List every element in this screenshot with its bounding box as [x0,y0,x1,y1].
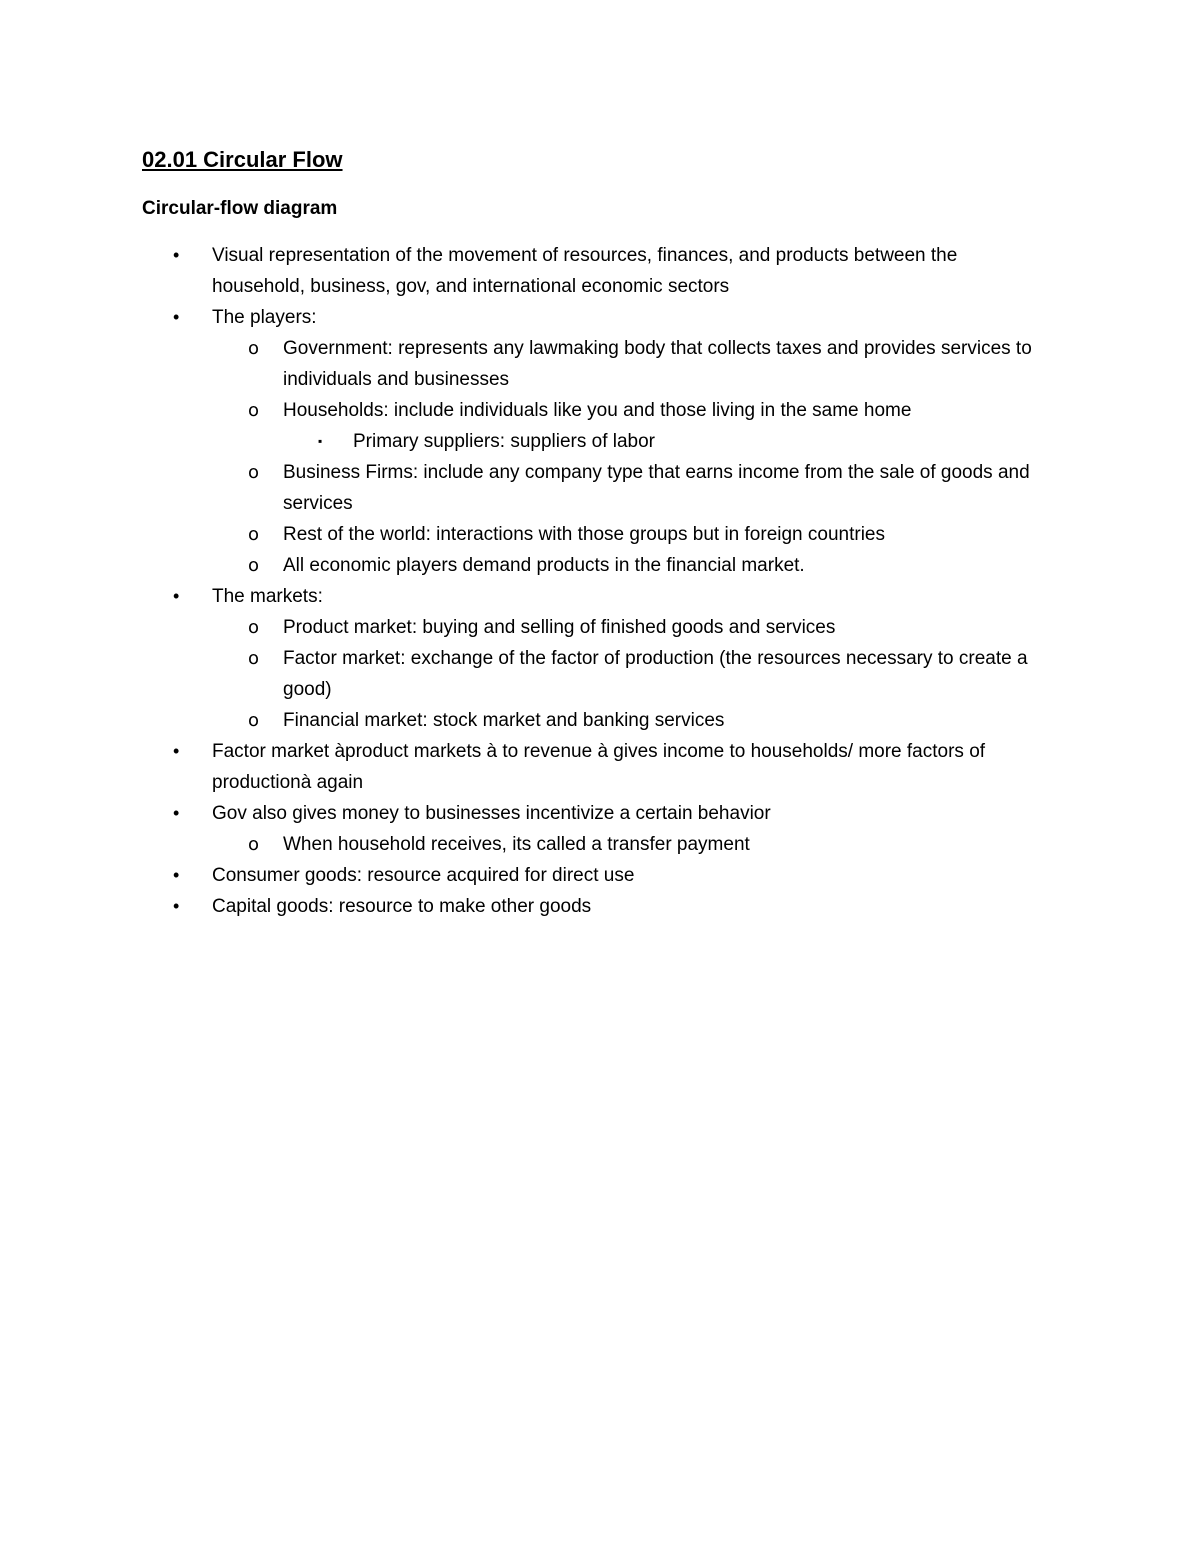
bullet-marker: • [173,865,180,885]
list-item-text: Consumer goods: resource acquired for direct use [212,865,635,886]
list-item [0,519,1200,550]
sub-bullet-marker: o [248,338,260,359]
list-item-text: Gov also gives money to businesses incentivize a certain behavior [212,803,771,824]
sub-bullet-marker: o [248,400,260,421]
section-heading: Circular-flow diagram [142,198,338,219]
bullet-marker: • [173,741,180,761]
list-item [0,612,1200,643]
list-item-text: Households: include individuals like you and those living in the same home [283,400,912,421]
list-item [0,426,1200,457]
list-item-text: The players: [212,307,317,328]
list-item [0,798,1200,829]
list-item-text: Visual representation of the movement of resources, finances, and products between the household, business, gov, and international economic sectors [212,245,958,297]
page-title: 02.01 Circular Flow [142,147,343,172]
list-item-text: Factor market àproduct markets à to revenue à gives income to households/ more factors of productionà again [212,741,986,793]
list-item-text: Rest of the world: interactions with those groups but in foreign countries [283,524,885,545]
list-item-text: Government: represents any lawmaking body that collects taxes and provides services to individuals and businesses [283,338,1032,390]
sub-bullet-marker: o [248,834,260,855]
list-item-text: Financial market: stock market and banking services [283,710,725,731]
sub-bullet-marker: o [248,710,260,731]
list-item-text: When household receives, its called a transfer payment [283,834,750,855]
bullet-marker: • [173,245,180,265]
list-item [0,240,1200,302]
list-item [0,860,1200,891]
list-item-text: Primary suppliers: suppliers of labor [353,431,656,452]
bullet-outline [0,240,1200,922]
bullet-marker: • [173,586,180,606]
list-item [0,705,1200,736]
list-item [0,550,1200,581]
list-item-text: All economic players demand products in the financial market. [283,555,805,576]
list-item [0,829,1200,860]
sub-bullet-marker: o [248,524,260,545]
sub-bullet-marker: o [248,555,260,576]
list-item [0,333,1200,395]
bullet-marker: • [173,896,180,916]
list-item-text: Business Firms: include any company type that earns income from the sale of goods and services [283,462,1030,514]
sub-bullet-marker: o [248,617,260,638]
bullet-marker: • [173,803,180,823]
list-item-text: Capital goods: resource to make other goods [212,896,592,917]
sub-bullet-marker: o [248,648,260,669]
list-item [0,736,1200,798]
list-item [0,643,1200,705]
list-item-text: Factor market: exchange of the factor of production (the resources necessary to create a good) [283,648,1028,700]
list-item [0,581,1200,612]
square-bullet-marker: ▪ [318,434,323,448]
list-item-text: The markets: [212,586,323,607]
list-item-text: Product market: buying and selling of finished goods and services [283,617,836,638]
bullet-marker: • [173,307,180,327]
sub-bullet-marker: o [248,462,260,483]
list-item [0,395,1200,426]
list-item [0,891,1200,922]
list-item [0,302,1200,333]
list-item [0,457,1200,519]
